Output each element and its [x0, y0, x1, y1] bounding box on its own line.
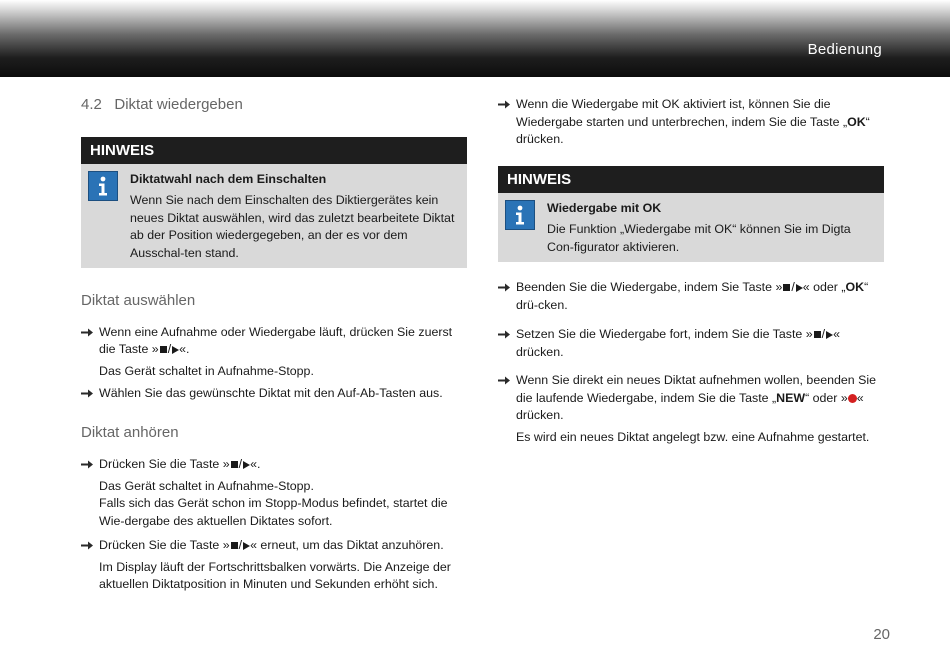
step-text-end: «.: [179, 342, 190, 356]
step-text-end: « drücken.: [516, 390, 864, 422]
step-end-playback: [498, 279, 884, 314]
arrow-right-icon: [498, 330, 510, 339]
section-heading: [81, 96, 467, 114]
left-column: [81, 96, 467, 594]
stop-play-key-icon: /: [782, 279, 802, 297]
arrow-right-icon: [498, 376, 510, 385]
section-title: Diktat wiedergeben: [114, 96, 243, 113]
stop-play-key-icon: /: [813, 326, 833, 344]
arrow-right-icon: [81, 460, 93, 469]
arrow-right-icon: [498, 283, 510, 292]
right-column: [498, 96, 884, 446]
note-title: HINWEIS: [498, 166, 884, 193]
subsection-title-select: Diktat auswählen: [81, 292, 196, 309]
step-result: Im Display läuft der Fortschrittsbalken vorwärts. Die Anzeige der aktuellen Diktatposition in Minuten und Sekunden erhöht sich.: [99, 559, 451, 591]
note-box-dictation-choice: [81, 137, 467, 269]
step-ok-playback: [498, 96, 884, 149]
stop-play-key-icon: /: [230, 537, 250, 555]
step-result: Das Gerät schaltet in Aufnahme-Stopp.: [99, 363, 314, 378]
step-listen-press: [81, 456, 467, 474]
step-result: Das Gerät schaltet in Aufnahme-Stopp.: [99, 478, 314, 493]
new-key-label: NEW: [776, 390, 806, 405]
note-body: [81, 164, 467, 269]
record-icon: [848, 394, 857, 403]
header-title: Bedienung: [807, 41, 882, 58]
step-text-end: “ drücken.: [516, 114, 870, 146]
step-text: Drücken Sie die Taste »: [99, 457, 230, 471]
note-subtitle: Diktatwahl nach dem Einschalten: [130, 171, 327, 186]
stop-play-key-icon: /: [230, 456, 250, 474]
page-header: [0, 0, 950, 77]
note-box-ok-playback: [498, 166, 884, 263]
note-text: Die Funktion „Wiedergabe mit OK“ können Sie im Digta Con-figurator aktivieren.: [547, 222, 851, 254]
step-text: Wenn eine Aufnahme oder Wiedergabe läuft, drücken Sie zuerst die Taste »: [99, 324, 453, 356]
step-text-end: «.: [250, 457, 261, 471]
note-subtitle: Wiedergabe mit OK: [547, 200, 662, 215]
step-text-end: “ drü-cken.: [516, 280, 869, 312]
step-result: Es wird ein neues Diktat angelegt bzw. eine Aufnahme gestartet.: [516, 429, 870, 444]
step-result-note: Falls sich das Gerät schon im Stopp-Modus befindet, startet die Wie-dergabe des aktuellen Diktates sofort.: [99, 496, 448, 528]
step-text-mid: « oder „: [802, 280, 846, 294]
stop-play-key-icon: /: [159, 341, 179, 359]
arrow-right-icon: [81, 541, 93, 550]
info-icon: [505, 200, 535, 230]
step-select-dictation: [81, 385, 467, 403]
arrow-right-icon: [81, 389, 93, 398]
note-title: HINWEIS: [81, 137, 467, 164]
arrow-right-icon: [81, 328, 93, 337]
note-text: Wenn Sie nach dem Einschalten des Diktiergerätes kein neues Diktat auswählen, wird das zuletzt bearbeitete Diktat ab der Position wiedergegeben, an der es vor dem Ausschal-ten stand.: [130, 193, 455, 260]
step-text: Drücken Sie die Taste »: [99, 538, 230, 552]
arrow-right-icon: [498, 100, 510, 109]
step-text: Beenden Sie die Wiedergabe, indem Sie Taste »: [516, 280, 783, 294]
ok-key-label: OK: [845, 280, 865, 294]
ok-key-label: OK: [847, 114, 866, 129]
step-listen-again: [81, 537, 467, 555]
step-text: Wählen Sie das gewünschte Diktat mit den Auf-Ab-Tasten aus.: [99, 386, 443, 400]
section-number: 4.2: [81, 96, 102, 113]
info-icon: [88, 171, 118, 201]
note-body: [498, 193, 884, 263]
step-select-stop: [81, 324, 467, 359]
step-text-end: « erneut, um das Diktat anzuhören.: [250, 538, 444, 552]
step-text-mid: “ oder »: [805, 390, 848, 405]
step-new-dictation: [498, 372, 884, 425]
step-continue-playback: [498, 326, 884, 361]
step-text: Setzen Sie die Wiedergabe fort, indem Sie die Taste »: [516, 327, 813, 341]
page-number: 20: [873, 626, 890, 643]
step-text: Wenn die Wiedergabe mit OK aktiviert ist, können Sie die Wiedergabe starten und unterbrechen, indem Sie die Taste „: [516, 97, 848, 129]
subsection-title-listen: Diktat anhören: [81, 423, 179, 441]
step-text-end: « drücken.: [516, 327, 840, 359]
step-text: Wenn Sie direkt ein neues Diktat aufnehmen wollen, beenden Sie die laufende Wiedergabe, indem Sie die Taste „: [516, 373, 877, 405]
